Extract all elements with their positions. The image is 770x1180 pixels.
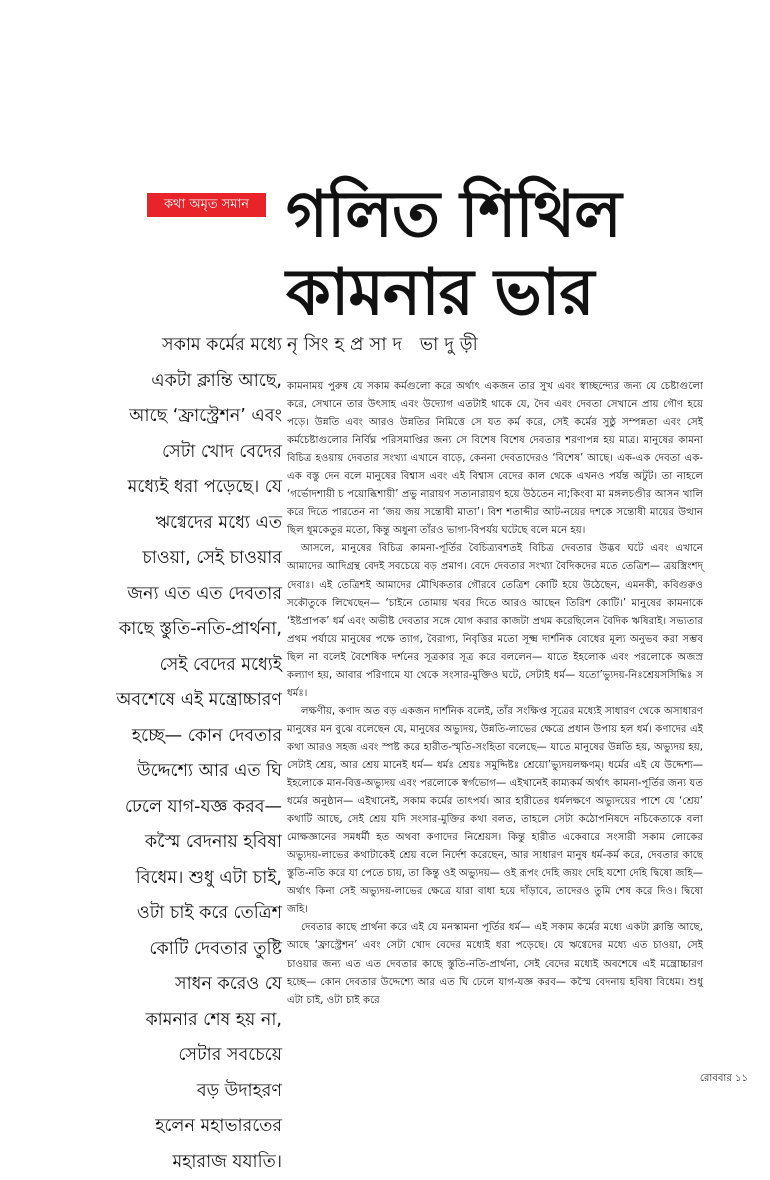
section-tag: কথা অমৃত সমান [147, 193, 266, 217]
pullquote-line: বড় উদাহরণ [70, 1074, 282, 1110]
body-paragraph: লক্ষণীয়, কণাদ অত বড় একজন দার্শনিক বলেই, তাঁর সংক্ষিপ্ত সূত্রের মধ্যেই সাধারণ থেকে অসাধারণ মানুষের মন বুঝে বলেছেন যে, মানুষের অভ্যুদয়, উন্নতি-লাভের ক্ষেত্রে প্রধান উপায় হল ধর্ম। কণাদের এই কথা আরও সহজ এবং স্পষ্ট করে হারীত-স্মৃতি-সংহিতা বলেছে— যাতে মানুষের উন্নতি হয়, অভ্যুদয় হয়, সেটাই শ্রেয়, আর শ্রেয় মানেই ধর্ম— ধর্মঃ শ্রেয়ঃ সমুদ্দিষ্টঃ শ্রেয়ো’ভ্যুদয়লক্ষণম্। ধর্মের এই যে উদ্দেশ্য— ইহলোকে মান-বিত্ত-অভ্যুদয় এবং পরলোকে স্বর্গভোগ— এইখানেই কাম্যকর্ম অর্থাৎ কামনা-পূর্তির জন্য যত ধর্মের অনুষ্ঠান— এইখানেই, সকাম কর্মের তাৎপর্য। আর হারীতের ধর্মলক্ষণে অভ্যুদয়ের পাশে যে ‘শ্রেয়’ কথাটি আছে, সেই শ্রেয় যদি সংসার-মুক্তির কথা বলত, তাহলে সেটা কঠোপনিষদে নচিকেতাকে বলা মোক্ষজ্ঞানের সমধর্মী হত অথবা কণাদের নিশ্রেয়স। কিন্তু হারীত একেবারে সংসারী সকাম লোকের অভ্যুদয়-লাভের কথাটাকেই শ্রেয় বলে নির্দেশ করেছেন, আর সাধারণ মানুষ ধর্ম-কর্ম করে, দেবতার কাছে স্তুতি-নতি করে যা পেতে চায়, তা কিন্তু ওই অভ্যুদয়— ওই রূপং দেহি জয়ং দেহি যশো দেহি দ্বিষো জহি— অর্থাৎ কিনা সেই অভ্যুদয়-লাভের ক্ষেত্রে যারা বাধা হয়ে দাঁড়াবে, তাদেরও তুমি শেষ করে দিও। দ্বিষো জহি। [287, 703, 703, 920]
body-paragraph: দেবতার কাছে প্রার্থনা করে এই যে মনস্কামনা পূর্তির ধর্ম— এই সকাম কর্মের মধ্যে একটা ক্লান্তি আছে, আছে ‘ফ্রাস্ট্রেশন’ এবং সেটা খোদ বেদের মধ্যেই ধরা পড়েছে। যে ঋগ্বেদের মধ্যে এত চাওয়া, সেই চাওয়ার জন্য এত এত দেবতার কাছে স্তুতি-নতি-প্রার্থনা, সেই বেদের মধ্যেই অবশেষে এই মন্ত্রোচ্চারণ হচ্ছে— কোন দেবতার উদ্দেশ্যে আর এত ঘি ঢেলে যাগ-যজ্ঞ করব— কস্মৈ বেদনায় হবিষা বিধেম। শুধু এটা চাই, ওটা চাই করে [287, 919, 703, 1009]
pullquote-line: আছে ‘ফ্রাস্ট্রেশন’ এবং [70, 399, 282, 435]
pullquote-line: অবশেষে এই মন্ত্রোচ্চারণ [70, 683, 282, 719]
pull-quote [70, 328, 282, 1180]
pullquote-line: জন্য এত এত দেবতার [70, 577, 282, 613]
pullquote-line: মধ্যেই ধরা পড়েছে। যে [70, 470, 282, 506]
pullquote-line: সকাম কর্মের মধ্যে [70, 328, 282, 364]
pullquote-line: সাধন করেও যে [70, 967, 282, 1003]
body-paragraph: আসলে, মানুষের বিচিত্র কামনা-পূর্তির বৈচিত্র্যবশতই বিচিত্র দেবতার উদ্ভব ঘটে এবং এখানে আমাদের আদিগ্রন্থ বেদই সবচেয়ে বড় প্রমাণ। বেদে দেবতার সংখ্যা বৈদিকদের মতে তেত্রিশ— ত্রয়স্ত্রিংশদ্ দেবাঃ। এই তেত্রিশই আমাদের মৌখিকতার গৌরবে তেত্রিশ কোটি হয়ে উঠেছেন, এমনকী, কবিগুরুও সকৌতুকে লিখেছেন— ‘চাইনে তোমায় খবর দিতে আরও আছেন তিরিশ কোটি।’ মানুষের কামনাকে ‘ইষ্টপ্রাপক’ ধর্ম এবং অভীষ্ট দেবতার সঙ্গে যোগ করার কাজটা প্রথম করেছিলেন বৈদিক ঋষিরাই। সভ্যতার প্রথম পর্যায়ে মানুষের পক্ষে ত্যাগ, বৈরাগ্য, নিবৃত্তির মতো সূক্ষ্ম দার্শনিক বোধের মূল্য অনুভব করা সম্ভব ছিল না বলেই বৈশেষিক দর্শনের সূত্রকার সূত্র করে বললেন— যাতে ইহলোক এবং পরলোকে অজস্র কল্যাণ হয়, আবার পরিণামে যা থেকে সংসার-মুক্তিও ঘটে, সেটাই ধর্ম— যতো’ভ্যুদয়-নিঃশ্রেয়সসিদ্ধিঃ স ধর্মঃ। [287, 540, 703, 702]
article-title [286, 176, 706, 332]
pullquote-line: সেটা খোদ বেদের [70, 435, 282, 471]
pullquote-line: মহারাজ যযাতি। [70, 1145, 282, 1180]
pullquote-line: কোটি দেবতার তুষ্টি [70, 932, 282, 968]
title-line: গলিত শিথিল [286, 176, 706, 254]
body-paragraph: কামনাময় পুরুষ যে সকাম কর্মগুলো করে অর্থাৎ একজন তার সুখ এবং স্বাচ্ছন্দ্যের জন্য যে চেষ্টাগুলো করে, সেখানে তার উৎসাহ এবং উদ্যোগ এতটাই থাকে যে, দৈব এবং দেবতা সেখানে প্রায় গৌণ হয়ে পড়ে। উন্নতি এবং আরও উন্নতির নিমিত্তে সে যত কর্ম করে, সেই কর্মের সুষ্ঠু সম্পন্নতা এবং সেই কর্মচেষ্টাগুলোর নির্বিঘ্ন পরিসমাপ্তির জন্য সে বিশেষ বিশেষ দেবতার শরণাপন্ন হয় মাত্র। মানুষের কামনা বিচিত্র হওয়ায় দেবতার সংখ্যা এখানে বাড়ে, কেননা দেবতাদেরও ‘বিশেষ’ আছে। এক-এক দেবতা এক-এক বস্তু দেন বলে মানুষের বিশ্বাস এবং এই বিশ্বাস বেদের কাল থেকে এখনও পর্যন্ত অটুট। তা নাহলে ‘গর্ভোদশায়ী চ পয়োব্ধিশায়ী’ প্রভু নারায়ণ সত্যনারায়ণ হয়ে উঠতেন না;কিংবা মা মঙ্গলচণ্ডীর আসন খালি করে দিতে পারতেন না ‘জয় জয় সন্তোষী মাতা’। বিশ শতাব্দীর আট-নয়ের দশকে সন্তোষী মায়ের উত্থান ছিল ধূমকেতুর মতো, কিন্তু অধুনা তাঁরও ভাগ্য-বিপর্যয় ঘটেছে বলে মনে হয়। [287, 378, 703, 540]
pullquote-line: ঋগ্বেদের মধ্যে এত [70, 506, 282, 542]
pullquote-line: চাওয়া, সেই চাওয়ার [70, 541, 282, 577]
pullquote-line: কস্মৈ বেদনায় হবিষা [70, 825, 282, 861]
pullquote-line: সেটার সবচেয়ে [70, 1038, 282, 1074]
pullquote-line: কামনার শেষ হয় না, [70, 1003, 282, 1039]
article-body [287, 378, 703, 1010]
pullquote-line: কাছে স্তুতি-নতি-প্রার্থনা, [70, 612, 282, 648]
pullquote-line: ঢেলে যাগ-যজ্ঞ করব— [70, 790, 282, 826]
page-folio: রোববার ১১ [700, 1071, 748, 1088]
pullquote-line: হচ্ছে— কোন দেবতার [70, 719, 282, 755]
pullquote-line: একটা ক্লান্তি আছে, [70, 364, 282, 400]
author-byline: নৃসিংহপ্রসাদ ভাদুড়ী [287, 330, 484, 361]
pullquote-line: হলেন মহাভারতের [70, 1109, 282, 1145]
pullquote-line: বিধেম। শুধু এটা চাই, [70, 861, 282, 897]
pullquote-line: ওটা চাই করে তেত্রিশ [70, 896, 282, 932]
pullquote-line: সেই বেদের মধ্যেই [70, 648, 282, 684]
pullquote-line: উদ্দেশ্যে আর এত ঘি [70, 754, 282, 790]
title-line: কামনার ভার [286, 254, 706, 332]
